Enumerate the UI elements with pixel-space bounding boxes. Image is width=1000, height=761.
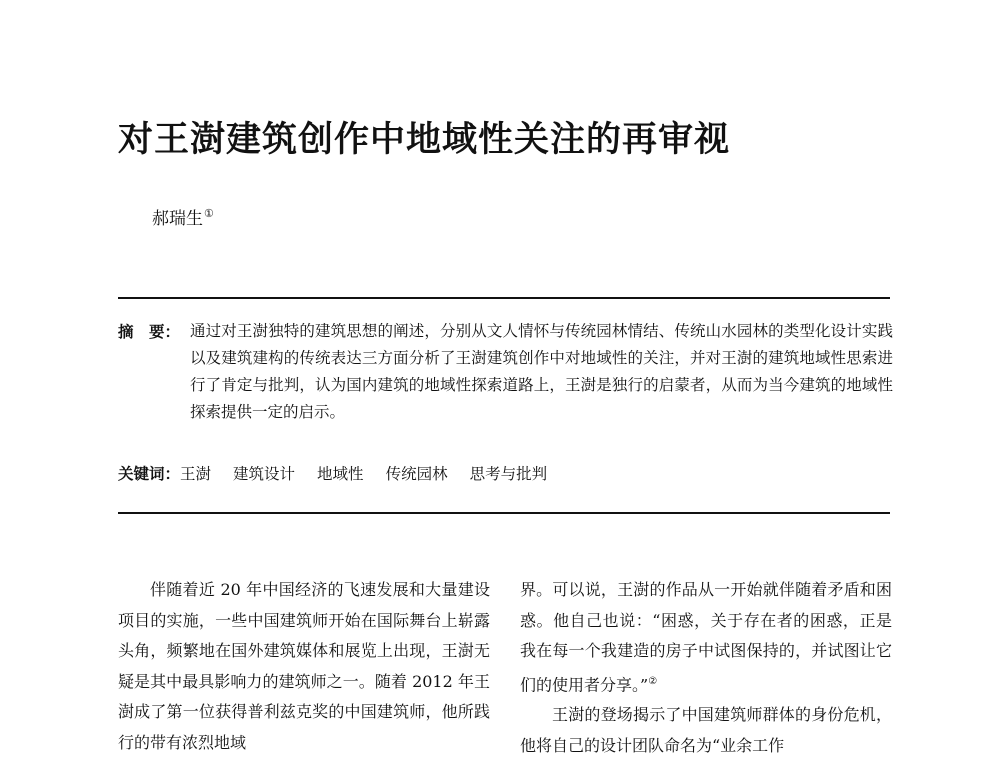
abstract-top-rule	[118, 297, 890, 299]
abstract-label: 摘 要：	[118, 322, 181, 341]
keyword-item: 王澍	[180, 465, 212, 483]
author-line	[152, 204, 214, 229]
body-paragraph: 伴随着近 20 年中国经济的飞速发展和大量建设项目的实施，一些中国建筑师开始在国际舞台上崭露头角，频繁地在国外建筑媒体和展览上出现，王澍无疑是其中最具影响力的建筑师之一。随着 2012 年王澍成了第一位获得普利兹克奖的中国建筑师，他所践行的带有浓烈地域	[118, 580, 490, 752]
keyword-item: 建筑设计	[233, 465, 296, 483]
author-name: 郝瑞生	[152, 209, 203, 229]
keywords-label: 关键词：	[118, 464, 181, 483]
body-column-left	[118, 575, 490, 758]
body-column-right	[520, 575, 892, 761]
abstract-bottom-rule	[118, 512, 890, 514]
abstract-text: 通过对王澍独特的建筑思想的阐述，分别从文人情怀与传统园林情结、传统山水园林的类型化设计实践以及建筑建构的传统表达三方面分析了王澍建筑创作中对地域性的关注，并对王澍的建筑地域性思索进行了肯定与批判，认为国内建筑的地域性探索道路上，王澍是独行的启蒙者，从而为当今建筑的地域性探索提供一定的启示。	[190, 322, 893, 421]
keyword-item: 思考与批判	[469, 465, 548, 483]
paper-title: 对王澍建筑创作中地域性关注的再审视	[118, 119, 731, 160]
body-paragraph: 王澍的登场揭示了中国建筑师群体的身份危机，他将自己的设计团队命名为“业余工作	[520, 705, 892, 755]
author-footnote-mark: ①	[204, 207, 214, 221]
keyword-item: 传统园林	[385, 465, 448, 483]
body-paragraph-text: 界。可以说，王澍的作品从一开始就伴随着矛盾和困惑。他自己也说：“困惑，关于存在者的困惑，正是我在每一个我建造的房子中试图保持的，并试图让它们的使用者分享。”	[520, 580, 892, 694]
keyword-item: 地域性	[317, 465, 364, 483]
keywords-line	[118, 462, 569, 484]
abstract-block	[118, 318, 893, 426]
footnote-mark: ②	[648, 675, 658, 687]
body-paragraph	[520, 575, 892, 700]
